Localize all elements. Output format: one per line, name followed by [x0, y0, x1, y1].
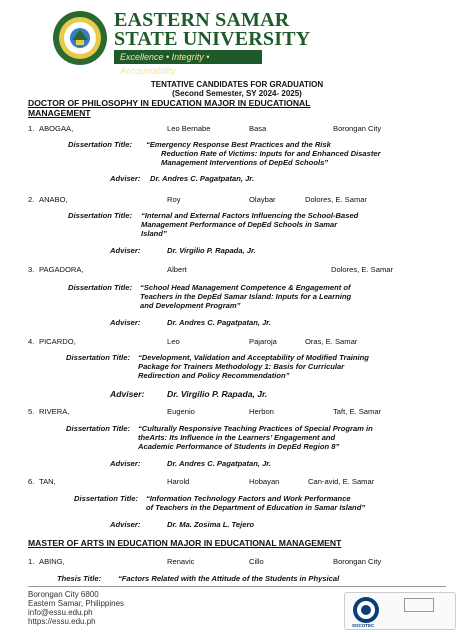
adviser-label: Adviser:	[110, 459, 141, 468]
section-heading-phd	[28, 98, 311, 118]
adviser-name: Dr. Virgilio P. Rapada, Jr.	[167, 389, 268, 399]
candidate-number: 3.	[28, 265, 35, 274]
section-heading-ma: MASTER OF ARTS IN EDUCATION MAJOR IN EDUCATIONAL MANAGEMENT	[28, 538, 342, 548]
adviser-label: Adviser:	[110, 318, 141, 327]
candidate-middle-name: Olaybar	[249, 195, 276, 204]
university-seal-logo	[52, 10, 108, 66]
university-tagline: Excellence • Integrity • Accountability	[114, 50, 262, 64]
university-name	[114, 11, 310, 49]
adviser-label: Adviser:	[110, 520, 141, 529]
candidate-number: 1.	[28, 557, 35, 566]
adviser-name: Dr. Andres C. Pagatpatan, Jr.	[167, 318, 271, 327]
footer-city: Borongan City 6800	[28, 590, 99, 599]
candidate-number: 2.	[28, 195, 35, 204]
dissertation-label: Dissertation Title:	[68, 283, 132, 292]
dissertation-label: Dissertation Title:	[68, 140, 132, 149]
adviser-name: Dr. Andres C. Pagatpatan, Jr.	[167, 459, 271, 468]
dissertation-title-line: and Development Program”	[140, 301, 241, 310]
dissertation-title-line: Package for Trainers Methodology 1: Basis for Curricular	[138, 362, 345, 371]
dissertation-label: Dissertation Title:	[66, 353, 130, 362]
dissertation-title-line: Teachers in the DepEd Samar Island: Inputs for a Learning	[140, 292, 352, 301]
candidate-first-name: Harold	[167, 477, 190, 486]
socotec-logo-icon	[352, 596, 380, 624]
footer-email: info@essu.edu.ph	[28, 608, 93, 617]
document-subtitle: (Second Semester, SY 2024- 2025)	[172, 89, 302, 98]
dissertation-title-line: “Development, Validation and Acceptability of Modified Training	[138, 353, 369, 362]
candidate-first-name: Eugenio	[167, 407, 195, 416]
adviser-name: Dr. Ma. Zosima L. Tejero	[167, 520, 255, 529]
adviser-label: Adviser:	[110, 174, 141, 183]
candidate-place: Oras, E. Samar	[305, 337, 358, 346]
thesis-label: Thesis Title:	[57, 574, 102, 583]
candidate-number: 1.	[28, 124, 35, 133]
adviser-name: Dr. Virgilio P. Rapada, Jr.	[167, 246, 256, 255]
university-name-line2: STATE UNIVERSITY	[114, 28, 311, 50]
candidate-last-name: ANABO,	[39, 195, 68, 204]
candidate-place: Can-avid, E. Samar	[308, 477, 375, 486]
candidate-first-name: Leo	[167, 337, 180, 346]
document-title: TENTATIVE CANDIDATES FOR GRADUATION	[150, 80, 324, 89]
dissertation-title-line: Island”	[141, 229, 167, 238]
candidate-number: 5.	[28, 407, 35, 416]
university-name-line1: EASTERN SAMAR	[114, 9, 290, 31]
candidate-last-name: PAGADORA,	[39, 265, 84, 274]
iso-mark-icon	[404, 598, 434, 612]
dissertation-title-line: Redirection and Policy Recommendation”	[138, 371, 290, 380]
candidate-middle-name: Hobayan	[249, 477, 280, 486]
candidate-first-name: Albert	[167, 265, 187, 274]
dissertation-title-line: Academic Performance of Students in DepEd Region 8”	[138, 442, 340, 451]
dissertation-title-line: theArts: Its Influence in the Learners’ Engagement and	[138, 433, 336, 442]
footer-province: Eastern Samar, Philippines	[28, 599, 125, 608]
candidate-last-name: RIVERA,	[39, 407, 70, 416]
candidate-first-name: Roy	[167, 195, 181, 204]
certification-name: SOCOTEC	[352, 623, 375, 628]
footer-website: https://essu.edu.ph	[28, 617, 96, 626]
candidate-number: 6.	[28, 477, 35, 486]
candidate-middle-name: Basa	[249, 124, 267, 133]
dissertation-title-line: “Information Technology Factors and Work Performance	[146, 494, 351, 503]
dissertation-title-line: “School Head Management Competence & Engagement of	[140, 283, 351, 292]
adviser-label: Adviser:	[110, 389, 145, 399]
candidate-middle-name: Pajaroja	[249, 337, 277, 346]
footer-divider	[28, 586, 446, 587]
candidate-first-name: Leo Bernabe	[167, 124, 211, 133]
candidate-place: Taft, E. Samar	[333, 407, 382, 416]
dissertation-title-line: Management Performance of DepEd Schools in Samar	[141, 220, 338, 229]
candidate-place: Dolores, E. Samar	[305, 195, 368, 204]
candidate-place: Dolores, E. Samar	[331, 265, 394, 274]
dissertation-title-line: “Emergency Response Best Practices and the Risk	[146, 140, 331, 149]
candidate-last-name: PICARDO,	[39, 337, 76, 346]
dissertation-label: Dissertation Title:	[66, 424, 130, 433]
candidate-place: Borongan City	[333, 124, 382, 133]
dissertation-label: Dissertation Title:	[74, 494, 138, 503]
dissertation-title-line: “Culturally Responsive Teaching Practices of Special Program in	[138, 424, 373, 433]
candidate-number: 4.	[28, 337, 35, 346]
candidate-last-name: ABING,	[39, 557, 65, 566]
dissertation-title-line: Reduction Rate of Victims: Inputs for and Enhanced Disaster	[161, 149, 381, 158]
dissertation-label: Dissertation Title:	[68, 211, 132, 220]
candidate-last-name: ABOGAA,	[39, 124, 74, 133]
dissertation-title-line: Management Interventions of DepEd Schools”	[161, 158, 329, 167]
candidate-last-name: TAN,	[39, 477, 56, 486]
adviser-name: Dr. Andres C. Pagatpatan, Jr.	[150, 174, 254, 183]
dissertation-title-line: of Teachers in the Department of Education in Samar Island”	[146, 503, 366, 512]
candidate-middle-name: Cillo	[249, 557, 264, 566]
section-heading-line1: DOCTOR OF PHILOSOPHY IN EDUCATION MAJOR IN EDUCATIONAL	[28, 98, 311, 108]
candidate-middle-name: Herbon	[249, 407, 274, 416]
dissertation-title-line: “Internal and External Factors Influencing the School-Based	[141, 211, 359, 220]
candidate-first-name: Renavic	[167, 557, 195, 566]
thesis-title-line: “Factors Related with the Attitude of the Students in Physical	[118, 574, 340, 583]
candidate-place: Borongan City	[333, 557, 382, 566]
section-heading-line2: MANAGEMENT	[28, 108, 91, 118]
adviser-label: Adviser:	[110, 246, 141, 255]
